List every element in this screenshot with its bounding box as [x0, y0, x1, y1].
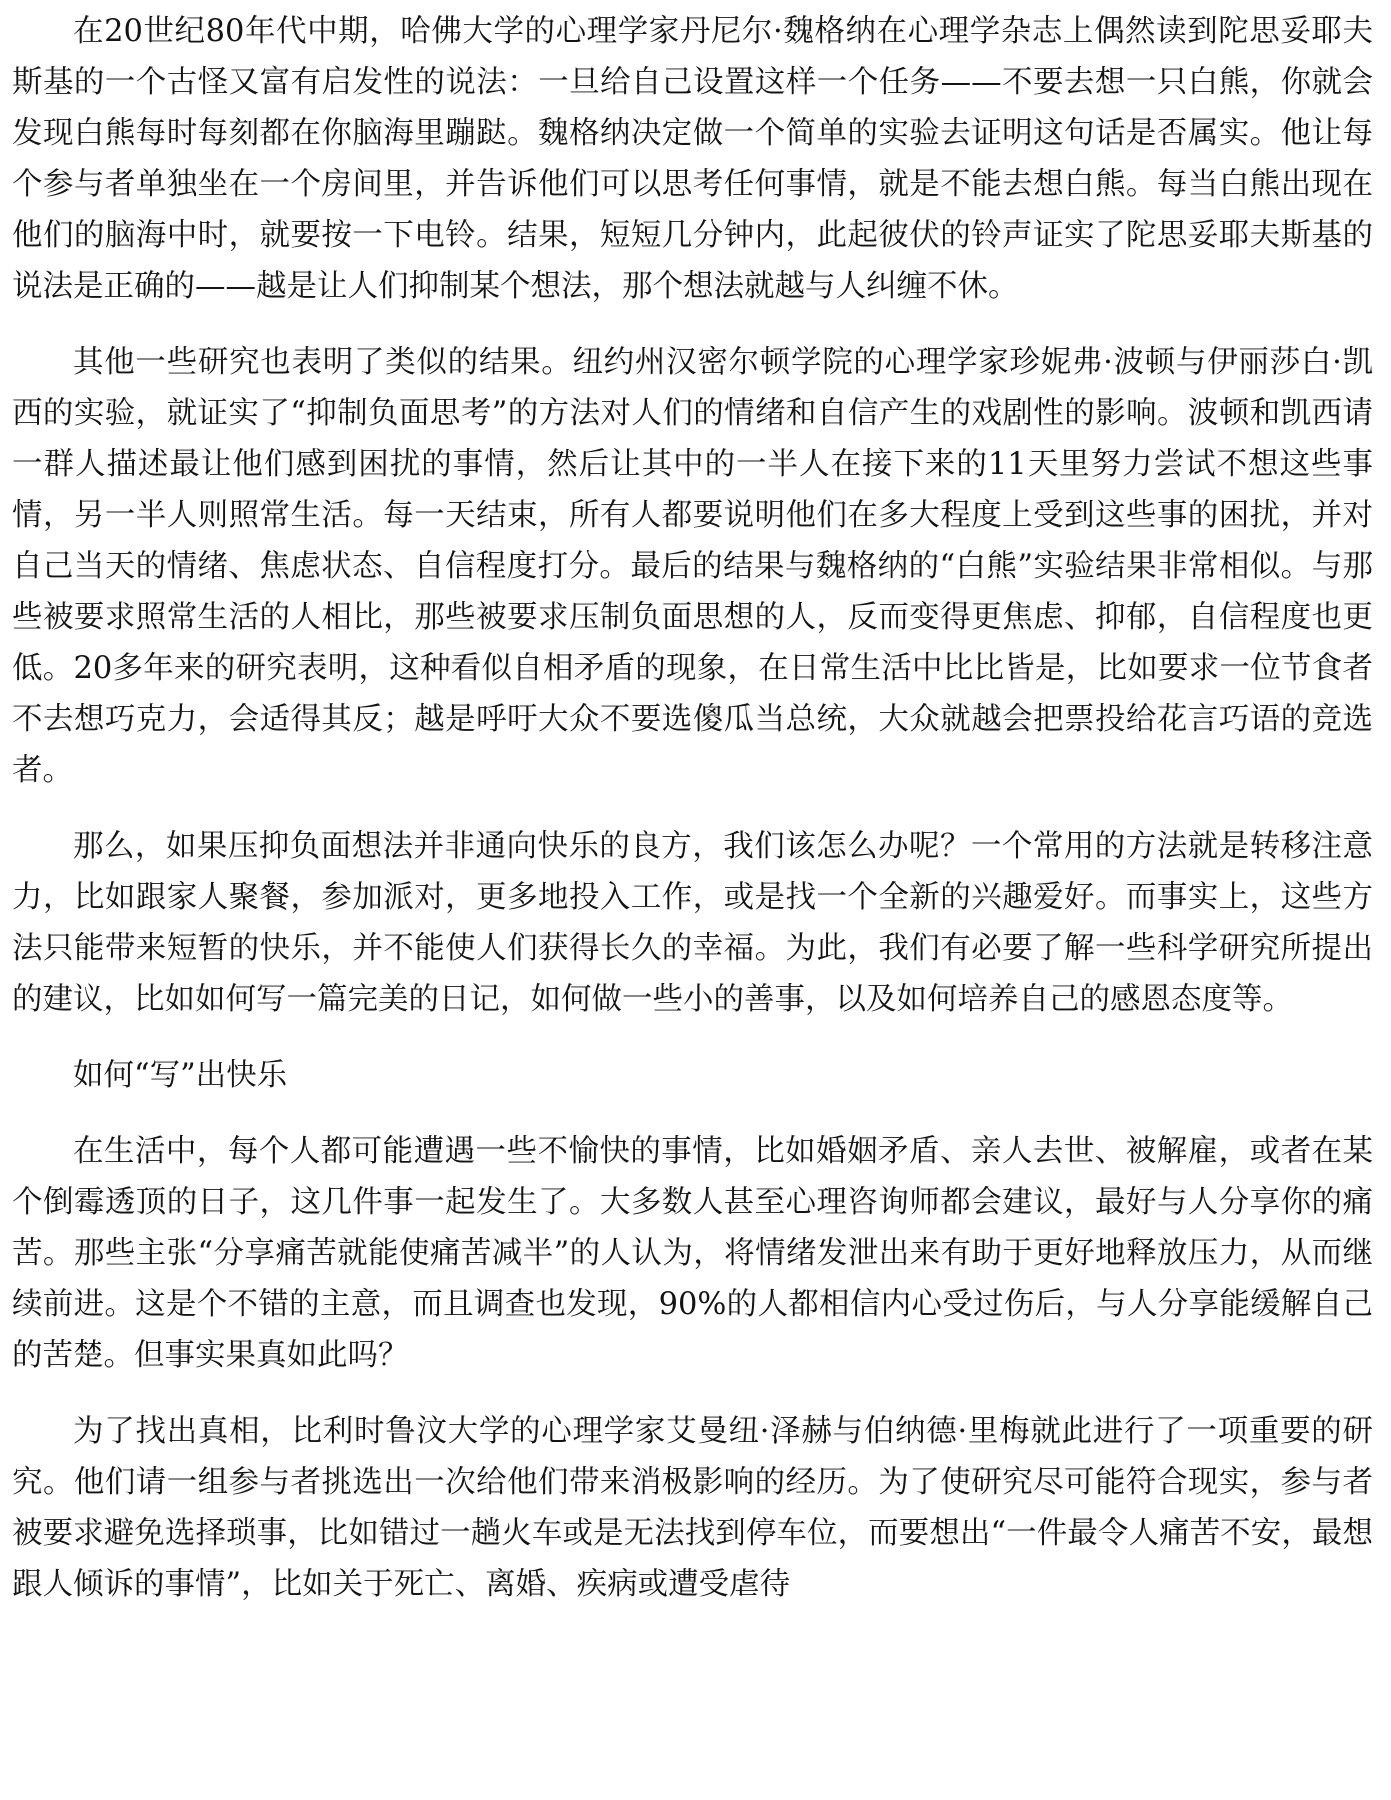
paragraph-sharing-pain: 在生活中，每个人都可能遭遇一些不愉快的事情，比如婚姻矛盾、亲人去世、被解雇，或者在某个倒霉透顶的日子，这几件事一起发生了。大多数人甚至心理咨询师都会建议，最好与人分享你的痛苦。那些主张“分享痛苦就能使痛苦减半”的人认为，将情绪发泄出来有助于更好地释放压力，从而继续前进。这是个不错的主意，而且调查也发现，90%的人都相信内心受过伤后，与人分享能缓解自己的苦楚。但事实果真如此吗？: [12, 1134, 1373, 1373]
paragraph-leuven-study: 为了找出真相，比利时鲁汶大学的心理学家艾曼纽·泽赫与伯纳德·里梅就此进行了一项重要的研究。他们请一组参与者挑选出一次给他们带来消极影响的经历。为了使研究尽可能符合现实，参与者被要求避免选择琐事，比如错过一趟火车或是无法找到停车位，而要想出“一件最令人痛苦不安，最想跟人倾诉的事情”，比如关于死亡、离婚、疾病或遭受虐待: [12, 1414, 1373, 1602]
paragraph-suppression-studies: 其他一些研究也表明了类似的结果。纽约州汉密尔顿学院的心理学家珍妮弗·波顿与伊丽莎白·凯西的实验，就证实了“抑制负面思考”的方法对人们的情绪和自信产生的戏剧性的影响。波顿和凯西请一群人描述最让他们感到困扰的事情，然后让其中的一半人在接下来的11天里努力尝试不想这些事情，另一半人则照常生活。每一天结束，所有人都要说明他们在多大程度上受到这些事的困扰，并对自己当天的情绪、焦虑状态、自信程度打分。最后的结果与魏格纳的“白熊”实验结果非常相似。与那些被要求照常生活的人相比，那些被要求压制负面思想的人，反而变得更焦虑、抑郁，自信程度也更低。20多年来的研究表明，这种看似自相矛盾的现象，在日常生活中比比皆是，比如要求一位节食者不去想巧克力，会适得其反；越是呼吁大众不要选傻瓜当总统，大众就越会把票投给花言巧语的竞选者。: [12, 345, 1373, 788]
paragraph-distraction-methods: 那么，如果压抑负面想法并非通向快乐的良方，我们该怎么办呢？一个常用的方法就是转移注意力，比如跟家人聚餐，参加派对，更多地投入工作，或是找一个全新的兴趣爱好。而事实上，这些方法只能带来短暂的快乐，并不能使人们获得长久的幸福。为此，我们有必要了解一些科学研究所提出的建议，比如如何写一篇完美的日记，如何做一些小的善事，以及如何培养自己的感恩态度等。: [12, 829, 1373, 1017]
paragraph-white-bear-experiment: 在20世纪80年代中期，哈佛大学的心理学家丹尼尔·魏格纳在心理学杂志上偶然读到陀思妥耶夫斯基的一个古怪又富有启发性的说法：一旦给自己设置这样一个任务——不要去想一只白熊，你就会发现白熊每时每刻都在你脑海里蹦跶。魏格纳决定做一个简单的实验去证明这句话是否属实。他让每个参与者单独坐在一个房间里，并告诉他们可以思考任何事情，就是不能去想白熊。每当白熊出现在他们的脑海中时，就要按一下电铃。结果，短短几分钟内，此起彼伏的铃声证实了陀思妥耶夫斯基的说法是正确的——越是让人们抑制某个想法，那个想法就越与人纠缠不休。: [12, 14, 1373, 304]
section-heading-writing-happiness: 如何“写”出快乐: [73, 1058, 288, 1093]
